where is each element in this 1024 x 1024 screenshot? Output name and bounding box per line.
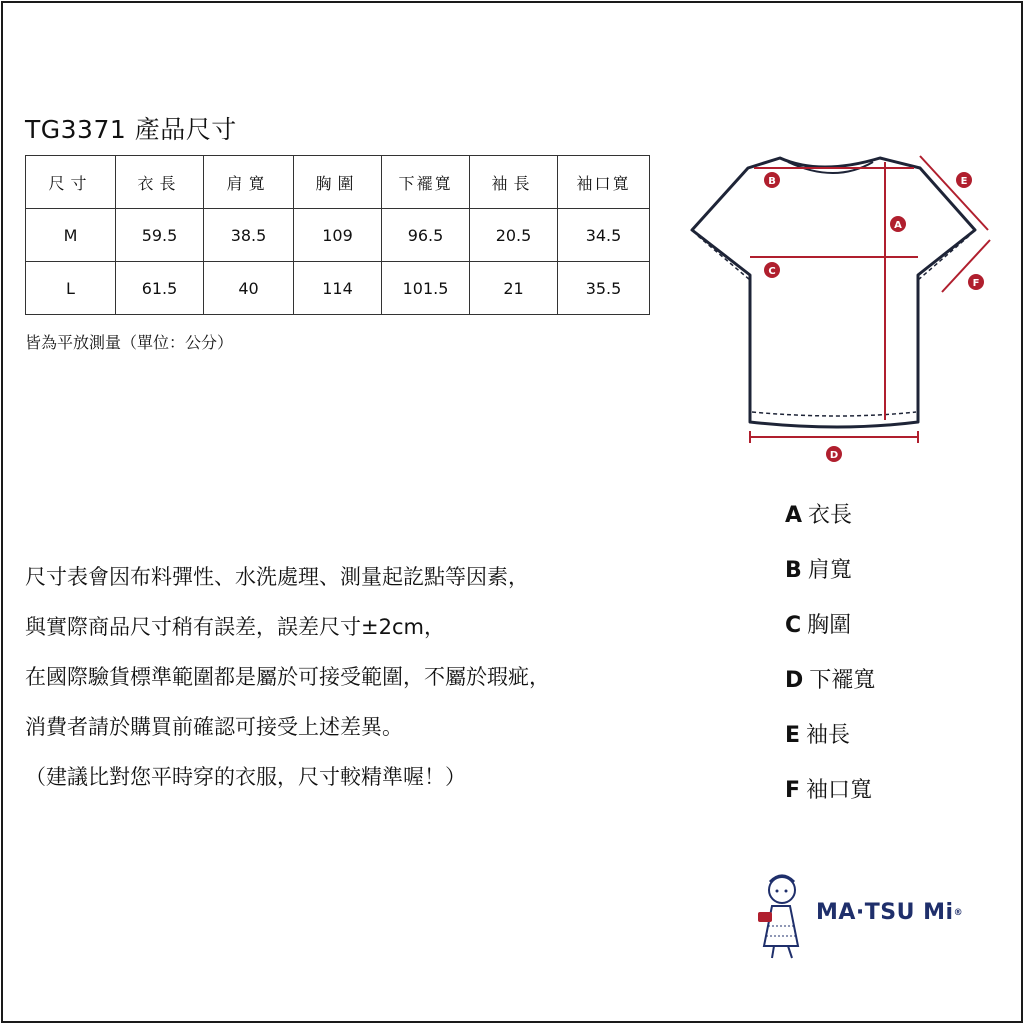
header-cell: 肩寬 [204,156,294,209]
hem-stitch [752,412,916,416]
marker-a [890,216,906,232]
header-cell: 衣長 [116,156,204,209]
sleeve-stitch-right [918,236,969,280]
table-cell: 101.5 [382,262,470,315]
legend-item [785,500,875,555]
size-table [25,155,650,315]
table-cell: 34.5 [558,209,650,262]
marker-label: D [829,450,839,461]
table-cell: 40 [204,262,294,315]
table-cell: 96.5 [382,209,470,262]
table-cell: 114 [294,262,382,315]
table-cell: 59.5 [116,209,204,262]
marker-e [956,172,972,188]
legend-item [785,720,875,775]
measurement-note: 皆為平放測量（單位：公分） [25,333,234,352]
brand-name: MA·TSU Mi [816,900,954,925]
legend-label: 袖口寬 [806,778,873,803]
marker-f [968,274,984,290]
marker-label: C [768,266,776,277]
table-cell: M [26,209,116,262]
measurement-legend [785,500,875,830]
legend-label: 袖長 [806,723,851,748]
table-header-row [26,156,650,209]
tshirt-diagram [680,140,1000,470]
disclaimer-line: 在國際驗貨標準範圍都是屬於可接受範圍，不屬於瑕疵， [25,665,550,689]
brand-mascot-icon [750,868,810,963]
legend-key: E [785,723,801,748]
marker-label: B [768,176,776,187]
legend-label: 肩寬 [807,558,852,583]
header-cell: 下襬寬 [382,156,470,209]
marker-label: A [894,220,902,231]
tshirt-outline [692,158,975,427]
table-row [26,262,650,315]
table-cell: 21 [470,262,558,315]
legend-item [785,775,875,830]
header-cell: 尺寸 [26,156,116,209]
header-cell: 袖長 [470,156,558,209]
measure-line-e [920,156,988,230]
table-cell: 109 [294,209,382,262]
legend-label: 胸圍 [807,613,852,638]
table-cell: 61.5 [116,262,204,315]
marker-d [826,446,842,462]
legend-label: 衣長 [808,503,853,528]
table-cell: 38.5 [204,209,294,262]
legend-item [785,610,875,665]
disclaimer-line: 消費者請於購買前確認可接受上述差異。 [25,715,403,739]
legend-key: C [785,613,802,638]
marker-label: E [960,176,968,187]
sleeve-stitch-left [698,236,750,280]
legend-item [785,665,875,720]
table-cell: L [26,262,116,315]
disclaimer-line: 尺寸表會因布料彈性、水洗處理、測量起訖點等因素， [25,565,529,589]
registered-mark: ® [953,908,964,918]
legend-item [785,555,875,610]
table-cell: 20.5 [470,209,558,262]
header-cell: 胸圍 [294,156,382,209]
marker-c [764,262,780,278]
table-row [26,209,650,262]
legend-key: A [785,503,803,528]
marker-b [764,172,780,188]
legend-key: F [785,778,801,803]
disclaimer-text [25,560,745,810]
legend-key: D [785,668,804,693]
disclaimer-line: （建議比對您平時穿的衣服，尺寸較精準喔！） [25,765,466,789]
disclaimer-line: 與實際商品尺寸稍有誤差，誤差尺寸±2cm， [25,615,445,639]
page-title: TG3371 產品尺寸 [25,115,237,144]
marker-label: F [972,278,980,289]
table-cell: 35.5 [558,262,650,315]
legend-key: B [785,558,802,583]
brand-logo-text [816,900,963,925]
header-cell: 袖口寬 [558,156,650,209]
legend-label: 下襬寬 [809,668,876,693]
